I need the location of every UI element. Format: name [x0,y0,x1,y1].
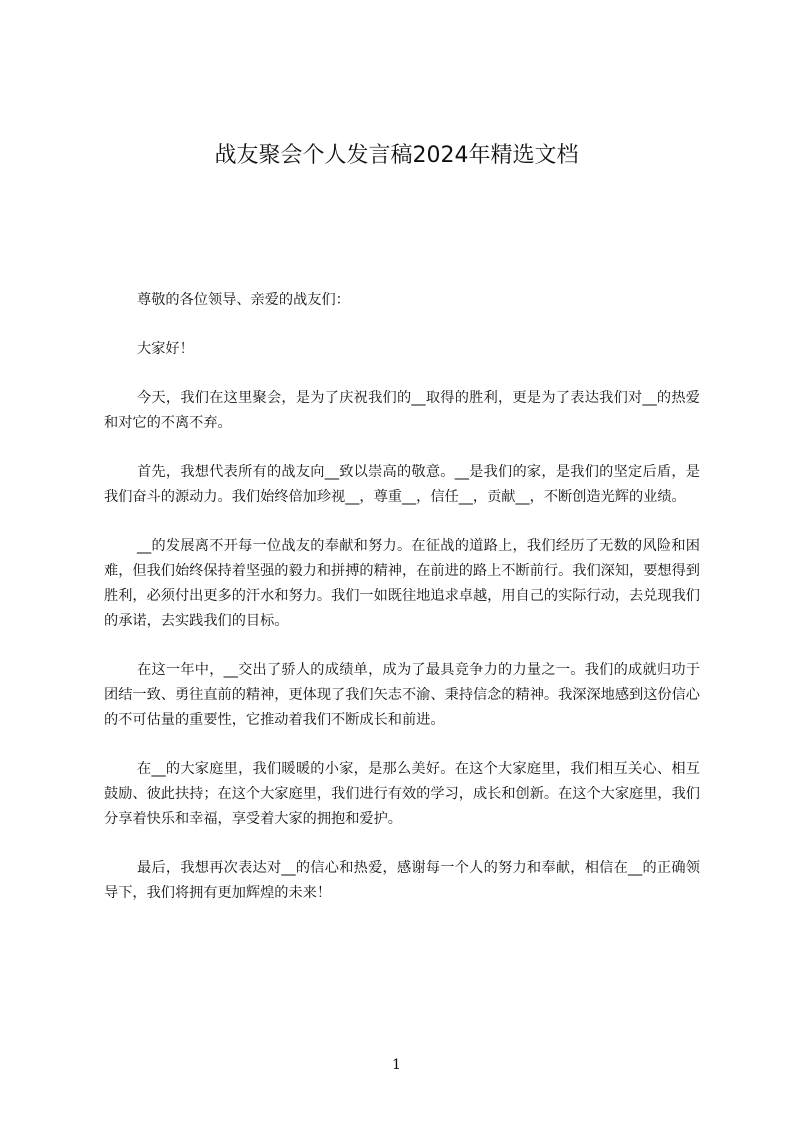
paragraph-salutation: 尊敬的各位领导、亲爱的战友们： [137,292,350,308]
paragraph-1: 今天，我们在这里聚会，是为了庆祝我们的__取得的胜利，更是为了表达我们对__的热爱和对它的不离不弃。 [104,390,700,431]
paragraph-6: 最后，我想再次表达对__的信心和热爱，感谢每一个人的努力和奉献，相信在__的正确领导下，我们将拥有更加辉煌的未来！ [104,860,700,901]
document-body [104,288,700,930]
paragraph-5: 在__的大家庭里，我们暖暖的小家，是那么美好。在这个大家庭里，我们相互关心、相互鼓励、彼此扶持；在这个大家庭里，我们进行有效的学习，成长和创新。在这个大家庭里，我们分享着快乐和幸福，享受着大家的拥抱和爱护。 [104,761,700,827]
document-title: 战友聚会个人发言稿2024年精选文档 [214,143,579,168]
paragraph-2: 首先，我想代表所有的战友向__致以崇高的敬意。__是我们的家，是我们的坚定后盾，是我们奋斗的源动力。我们始终倍加珍视__，尊重__，信任__，贡献__，不断创造光辉的业绩。 [104,464,700,505]
paragraph-3: __的发展离不开每一位战友的奉献和努力。在征战的道路上，我们经历了无数的风险和困难，但我们始终保持着坚强的毅力和拼搏的精神，在前进的路上不断前行。我们深知，要想得到胜利，必须付出更多的汗水和努力。我们一如既往地追求卓越，用自己的实际行动，去兑现我们的承诺，去实践我们的目标。 [104,538,700,629]
paragraph-4: 在这一年中，__交出了骄人的成绩单，成为了最具竞争力的力量之一。我们的成就归功于团结一致、勇往直前的精神，更体现了我们矢志不渝、秉持信念的精神。我深深地感到这份信心的不可估量的重要性，它推动着我们不断成长和前进。 [104,662,700,728]
page-number: 1 [392,1057,401,1073]
paragraph-greeting: 大家好！ [137,341,194,357]
